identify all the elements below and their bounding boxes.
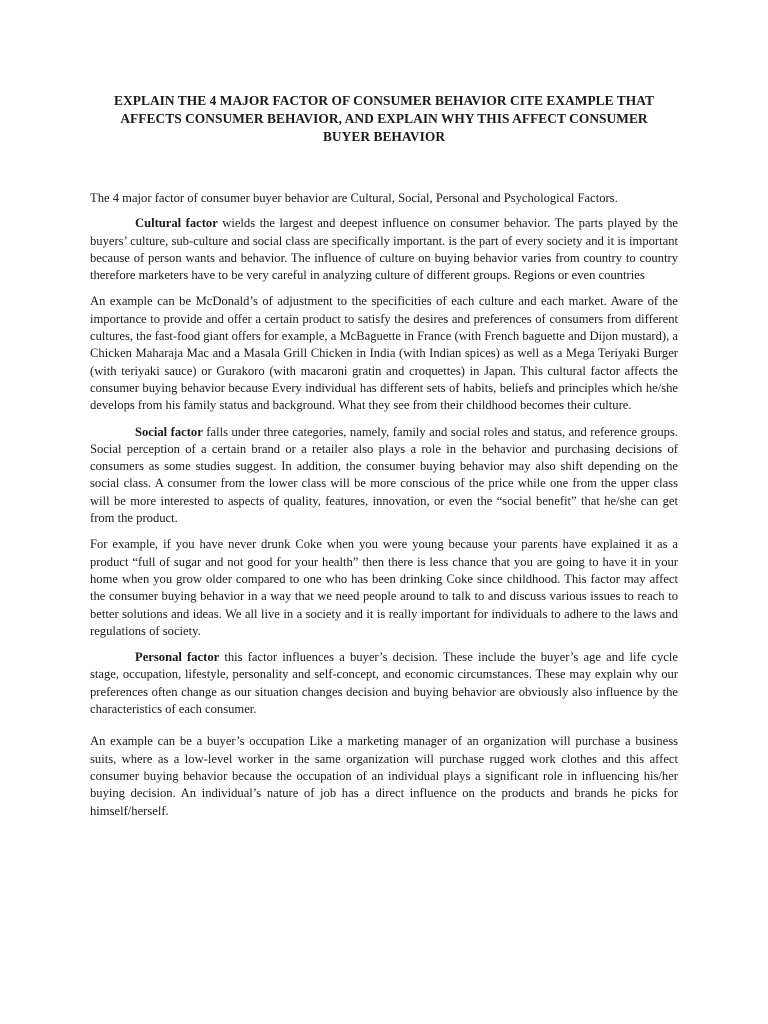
cultural-example-paragraph: An example can be McDonald’s of adjustment to the specificities of each culture and each market. Aware of the importance to provide and offer a certain product to satisfy the desires and preferences of consumers from different cultures, the fast-food giant offers for example, a McBaguette in France (with French baguette and Dijon mustard), a Chicken Maharaja Mac and a Masala Grill Chicken in India (with Indian spices) as well as a Mega Teriyaki Burger (with teriyaki sauce) or Gurakoro (with macaroni gratin and croquettes) in Japan. This cultural factor affects the consumer buying behavior because Every individual has different sets of habits, beliefs and principles which he/she develops from his family status and background. What they see from their childhood becomes their culture. [90,294,678,413]
social-factor-paragraph [90,424,678,528]
title-line: EXPLAIN THE 4 MAJOR FACTOR OF CONSUMER BEHAVIOR CITE EXAMPLE THAT [114,93,654,108]
personal-example-paragraph: An example can be a buyer’s occupation Like a marketing manager of an organization will purchase a business suits, where as a low-level worker in the same organization will purchase rugged work clothes and this affect consumer buying behavior because the occupation of an individual plays a significant role in influencing his/her buying decision. An individual’s nature of job has a direct influence on the products and brands he picks for himself/herself. [90,734,678,818]
cultural-factor-text: wields the largest and deepest influence on consumer behavior. The parts played by the buyers’ culture, sub-culture and social class are specifically important. is the part of every society and it is important because of person wants and behavior. The influence of culture on buying behavior varies from country to country therefore marketers have to be very careful in analyzing culture of different groups. Regions or even countries [90,216,678,283]
personal-factor-term: Personal factor [135,650,220,665]
document-title [90,92,678,146]
document-page [90,92,678,829]
social-factor-text: falls under three categories, namely, family and social roles and status, and reference groups. Social perception of a certain brand or a retailer also plays a role in the behavior and purchasing decisions of consumers as some studies suggest. In addition, the consumer buying behavior may also shift depending on the social class. A consumer from the lower class will be more conscious of the price while one from the upper class will be more interested to aspects of quality, features, innovation, or even the “social benefit” that he/she can get from the product. [90,424,678,526]
intro-paragraph: The 4 major factor of consumer buyer behavior are Cultural, Social, Personal and Psychological Factors. [90,191,618,205]
social-factor-term: Social factor [135,424,203,439]
cultural-factor-paragraph [90,215,678,284]
cultural-factor-term: Cultural factor [135,216,218,231]
personal-factor-text: this factor influences a buyer’s decision. These include the buyer’s age and life cycle stage, occupation, lifestyle, personality and self-concept, and economic circumstances. These may explain why our preferences often change as our situation changes decision and buying behavior are obviously also influence by the characteristics of each consumer. [90,650,678,717]
personal-factor-paragraph [90,649,678,718]
title-line: BUYER BEHAVIOR [322,129,446,144]
social-example-paragraph: For example, if you have never drunk Coke when you were young because your parents have explained it as a product “full of sugar and not good for your health” then there is less chance that you are going to have it in your home when you grow older compared to one who has been drinking Coke since childhood. This factor may affect the consumer buying behavior in a way that we need people around to talk to and discuss various issues to reach to better solutions and ideas. We all live in a society and it is really important for individuals to adhere to the laws and regulations of society. [90,537,678,638]
title-line: AFFECTS CONSUMER BEHAVIOR, AND EXPLAIN WHY THIS AFFECT CONSUMER [120,111,648,126]
